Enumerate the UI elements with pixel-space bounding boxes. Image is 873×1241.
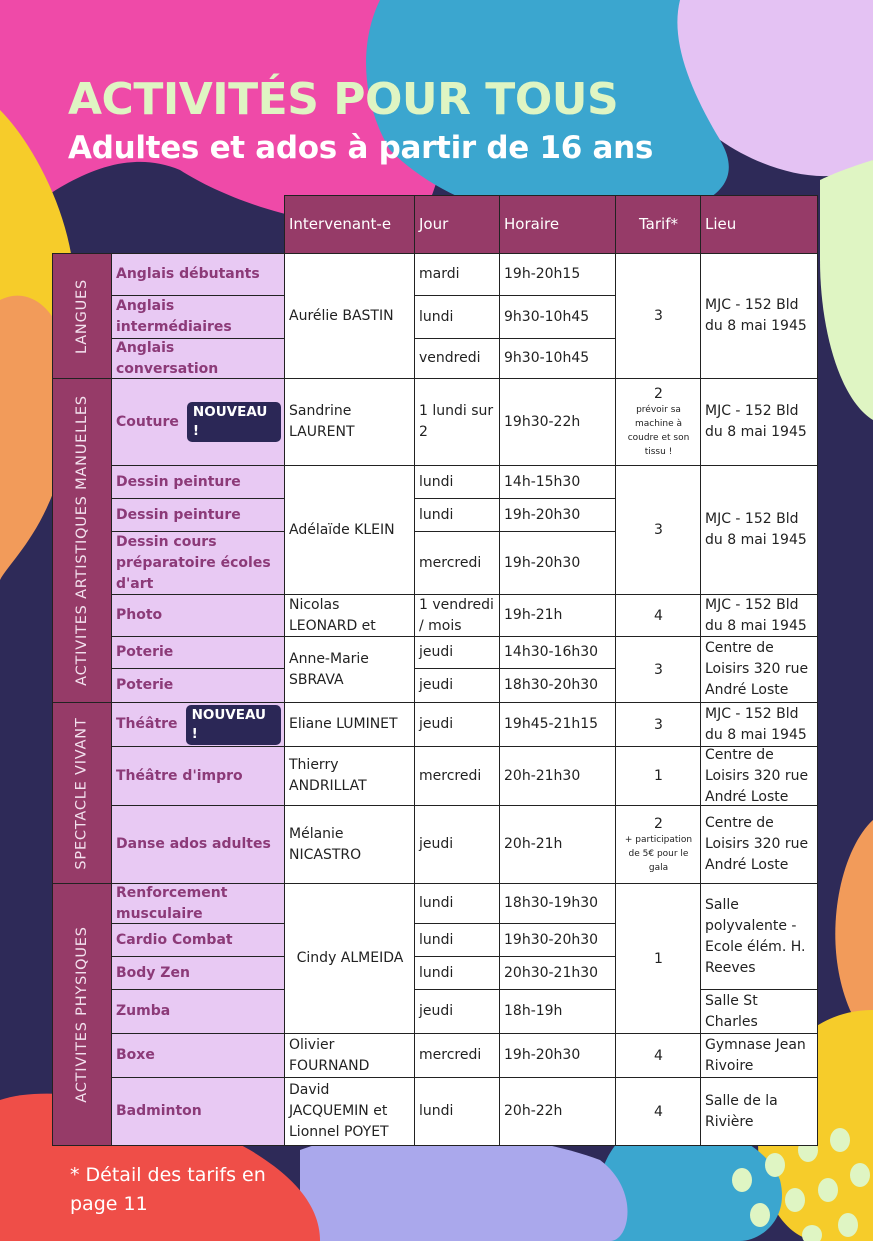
- day-cell: [414, 498, 500, 532]
- instructor-cell: [284, 1077, 415, 1146]
- day-cell: [414, 253, 500, 296]
- activity-label: Anglais débutants: [116, 266, 260, 282]
- price-cell: [615, 1077, 701, 1146]
- price-cell: [615, 883, 701, 1034]
- instructor-name: Anne-Marie SBRAVA: [289, 650, 369, 688]
- time-cell: [499, 594, 616, 637]
- time-label: 19h30-20h30: [504, 931, 599, 948]
- time-label: 20h-21h: [504, 836, 563, 852]
- activity-cell: [111, 636, 285, 669]
- activity-cell: [111, 465, 285, 499]
- day-cell: [414, 805, 500, 884]
- column-header-label: Intervenant-e: [289, 215, 392, 233]
- category-cell: [52, 253, 112, 379]
- activity-cell: [111, 702, 285, 747]
- activity-label: Zumba: [116, 1003, 171, 1019]
- location-cell: [700, 1033, 818, 1078]
- category-cell: [52, 378, 112, 703]
- category-label: ACTIVITES ARTISTIQUES MANUELLES: [73, 395, 90, 686]
- day-label: lundi: [419, 1103, 454, 1119]
- footnote: [70, 1161, 270, 1219]
- time-cell: [499, 956, 616, 990]
- price-value: 3: [654, 522, 663, 538]
- activity-label: Couture: [116, 413, 179, 430]
- location-cell: [700, 989, 818, 1034]
- price-cell: [615, 465, 701, 595]
- column-header: [284, 195, 415, 254]
- new-badge: NOUVEAU !: [187, 402, 281, 442]
- activity-cell: [111, 1033, 285, 1078]
- location-cell: [700, 465, 818, 595]
- activity-label: Théâtre d'impro: [116, 767, 243, 784]
- day-cell: [414, 338, 500, 379]
- price-value: 1: [654, 768, 663, 784]
- activity-cell: [111, 378, 285, 466]
- time-label: 9h30-10h45: [504, 350, 590, 366]
- instructor-name: Thierry ANDRILLAT: [289, 757, 367, 794]
- time-cell: [499, 253, 616, 296]
- time-label: 20h-22h: [504, 1103, 563, 1119]
- day-label: mercredi: [419, 554, 482, 571]
- day-label: jeudi: [419, 836, 454, 852]
- instructor-name: Eliane LUMINET: [289, 716, 398, 732]
- location-cell: [700, 746, 818, 806]
- time-cell: [499, 883, 616, 924]
- location-name: Salle St Charles: [705, 992, 758, 1030]
- location-name: Gymnase Jean Rivoire: [705, 1036, 806, 1074]
- activity-label: Renforcement musculaire: [116, 884, 228, 922]
- time-label: 20h30-21h30: [504, 964, 599, 981]
- column-header-label: Tarif*: [639, 215, 678, 233]
- time-cell: [499, 338, 616, 379]
- time-cell: [499, 498, 616, 532]
- location-name: Salle polyvalente - Ecole élém. H. Reeves: [705, 896, 806, 976]
- time-cell: [499, 923, 616, 957]
- activity-label: Poterie: [116, 644, 174, 660]
- instructor-name: Nicolas LEONARD et: [289, 596, 376, 634]
- activity-cell: [111, 253, 285, 296]
- instructor-name: Mélanie NICASTRO: [289, 825, 362, 863]
- time-label: 19h-20h15: [504, 266, 581, 282]
- time-label: 9h30-10h45: [504, 308, 590, 325]
- activity-cell: [111, 923, 285, 957]
- price-cell: [615, 636, 701, 703]
- day-label: vendredi: [419, 350, 481, 366]
- page-subtitle: Adultes et ados à partir de 16 ans: [68, 130, 654, 166]
- day-cell: [414, 295, 500, 339]
- instructor-name: David JACQUEMIN et Lionnel POYET: [289, 1082, 389, 1140]
- location-cell: [700, 594, 818, 637]
- new-badge: NOUVEAU !: [186, 705, 281, 745]
- location-cell: [700, 702, 818, 747]
- activity-cell: [111, 746, 285, 806]
- time-label: 19h-21h: [504, 607, 563, 623]
- activity-cell: [111, 531, 285, 595]
- column-header: [414, 195, 500, 254]
- time-cell: [499, 378, 616, 466]
- activity-label: Anglais conversation: [116, 339, 219, 377]
- instructor-cell: [284, 378, 415, 466]
- time-label: 20h-21h30: [504, 767, 581, 784]
- price-value: 2: [654, 815, 663, 832]
- instructor-name: Sandrine LAURENT: [289, 403, 355, 440]
- activity-label: Body Zen: [116, 964, 190, 981]
- price-value: 4: [654, 1103, 663, 1120]
- activity-label: Dessin peinture: [116, 473, 241, 490]
- column-header-label: Horaire: [504, 215, 560, 233]
- instructor-cell: [284, 594, 415, 637]
- location-name: Salle de la Rivière: [705, 1092, 778, 1130]
- day-cell: [414, 1077, 500, 1146]
- time-label: 19h45-21h15: [504, 716, 599, 732]
- day-label: jeudi: [419, 644, 454, 660]
- price-cell: [615, 702, 701, 747]
- price-note: + participation de 5€ pour le gala: [624, 834, 693, 873]
- day-cell: [414, 594, 500, 637]
- time-cell: [499, 702, 616, 747]
- activity-cell: [111, 883, 285, 924]
- activity-label: Dessin cours préparatoire écoles d'art: [116, 533, 271, 592]
- instructor-cell: [284, 465, 415, 595]
- day-cell: [414, 378, 500, 466]
- instructor-name: Cindy ALMEIDA: [296, 950, 404, 966]
- activity-cell: [111, 668, 285, 703]
- activity-label: Anglais intermédiaires: [116, 298, 232, 335]
- category-label: LANGUES: [73, 278, 90, 354]
- location-name: MJC - 152 Bld du 8 mai 1945: [705, 511, 807, 548]
- activity-label: Badminton: [116, 1103, 202, 1119]
- activity-cell: [111, 498, 285, 532]
- price-value: 4: [654, 1047, 663, 1064]
- instructor-cell: [284, 883, 415, 1034]
- price-value: 3: [654, 716, 663, 733]
- day-cell: [414, 989, 500, 1034]
- day-cell: [414, 956, 500, 990]
- time-label: 14h30-16h30: [504, 644, 599, 660]
- time-cell: [499, 805, 616, 884]
- column-header-label: Lieu: [705, 215, 737, 233]
- day-label: lundi: [419, 895, 454, 911]
- day-label: 1 lundi sur 2: [419, 403, 494, 440]
- day-cell: [414, 923, 500, 957]
- price-cell: [615, 378, 701, 466]
- price-note: prévoir sa machine à coudre et son tissu !: [627, 405, 690, 457]
- price-value: 3: [654, 661, 663, 678]
- activity-label: Danse ados adultes: [116, 836, 271, 852]
- day-cell: [414, 636, 500, 669]
- instructor-cell: [284, 636, 415, 703]
- time-cell: [499, 531, 616, 595]
- activity-label: Photo: [116, 607, 163, 623]
- day-cell: [414, 883, 500, 924]
- activity-cell: [111, 989, 285, 1034]
- column-header: [700, 195, 818, 254]
- time-cell: [499, 989, 616, 1034]
- time-cell: [499, 1077, 616, 1146]
- column-header: [499, 195, 616, 254]
- location-cell: [700, 1077, 818, 1146]
- activity-label: Poterie: [116, 677, 174, 693]
- price-cell: [615, 805, 701, 884]
- day-label: jeudi: [419, 1003, 454, 1019]
- activity-label: Cardio Combat: [116, 931, 233, 948]
- location-name: MJC - 152 Bld du 8 mai 1945: [705, 596, 807, 634]
- time-cell: [499, 465, 616, 499]
- activity-label: Théâtre: [116, 716, 178, 732]
- location-name: Centre de Loisirs 320 rue André Loste: [705, 815, 809, 873]
- day-cell: [414, 746, 500, 806]
- category-cell: [52, 702, 112, 884]
- day-label: 1 vendredi / mois: [419, 596, 494, 634]
- day-cell: [414, 702, 500, 747]
- time-label: 19h-20h30: [504, 1047, 581, 1063]
- day-label: mercredi: [419, 1047, 482, 1063]
- day-cell: [414, 668, 500, 703]
- location-cell: [700, 253, 818, 379]
- location-cell: [700, 636, 818, 703]
- location-name: MJC - 152 Bld du 8 mai 1945: [705, 297, 807, 334]
- activity-label: Dessin peinture: [116, 506, 241, 523]
- activity-cell: [111, 594, 285, 637]
- instructor-cell: [284, 805, 415, 884]
- day-cell: [414, 531, 500, 595]
- day-label: jeudi: [419, 716, 454, 732]
- price-value: 2: [654, 386, 663, 402]
- instructor-cell: [284, 746, 415, 806]
- activity-cell: [111, 1077, 285, 1146]
- time-cell: [499, 636, 616, 669]
- activity-label: Boxe: [116, 1047, 155, 1063]
- time-cell: [499, 295, 616, 339]
- time-label: 14h-15h30: [504, 473, 581, 490]
- price-value: 3: [654, 308, 663, 324]
- column-header: [615, 195, 701, 254]
- instructor-cell: [284, 1033, 415, 1078]
- price-value: 1: [654, 950, 663, 967]
- day-label: lundi: [419, 308, 454, 325]
- category-label: ACTIVITES PHYSIQUES: [73, 926, 90, 1103]
- activity-cell: [111, 956, 285, 990]
- day-label: lundi: [419, 931, 454, 948]
- time-cell: [499, 1033, 616, 1078]
- instructor-name: Adélaïde KLEIN: [289, 521, 395, 538]
- day-label: lundi: [419, 506, 454, 523]
- time-label: 18h30-19h30: [504, 895, 599, 911]
- instructor-cell: [284, 702, 415, 747]
- day-label: mardi: [419, 266, 460, 282]
- location-name: Centre de Loisirs 320 rue André Loste: [705, 640, 809, 698]
- time-cell: [499, 746, 616, 806]
- time-cell: [499, 668, 616, 703]
- price-cell: [615, 746, 701, 806]
- location-name: MJC - 152 Bld du 8 mai 1945: [705, 705, 807, 743]
- instructor-name: Olivier FOURNAND: [289, 1036, 370, 1074]
- instructor-name: Aurélie BASTIN: [289, 307, 394, 324]
- price-value: 4: [654, 607, 663, 624]
- time-label: 19h-20h30: [504, 554, 581, 571]
- location-cell: [700, 883, 818, 990]
- day-cell: [414, 1033, 500, 1078]
- time-label: 19h-20h30: [504, 506, 581, 523]
- instructor-cell: [284, 253, 415, 379]
- time-label: 18h30-20h30: [504, 677, 599, 693]
- day-label: lundi: [419, 473, 454, 490]
- price-cell: [615, 594, 701, 637]
- activity-cell: [111, 295, 285, 339]
- time-label: 18h-19h: [504, 1003, 563, 1019]
- location-name: MJC - 152 Bld du 8 mai 1945: [705, 403, 807, 440]
- location-cell: [700, 378, 818, 466]
- price-cell: [615, 1033, 701, 1078]
- column-header-label: Jour: [419, 215, 449, 233]
- category-cell: [52, 883, 112, 1146]
- category-label: SPECTACLE VIVANT: [73, 716, 90, 870]
- footnote-text: * Détail des tarifs en page 11: [70, 1164, 266, 1215]
- activity-cell: [111, 805, 285, 884]
- day-cell: [414, 465, 500, 499]
- time-label: 19h30-22h: [504, 413, 581, 430]
- location-cell: [700, 805, 818, 884]
- day-label: lundi: [419, 964, 454, 981]
- location-name: Centre de Loisirs 320 rue André Loste: [705, 746, 809, 805]
- day-label: mercredi: [419, 767, 482, 784]
- page-title: ACTIVITÉS POUR TOUS: [68, 74, 619, 125]
- price-cell: [615, 253, 701, 379]
- activity-cell: [111, 338, 285, 379]
- day-label: jeudi: [419, 677, 454, 693]
